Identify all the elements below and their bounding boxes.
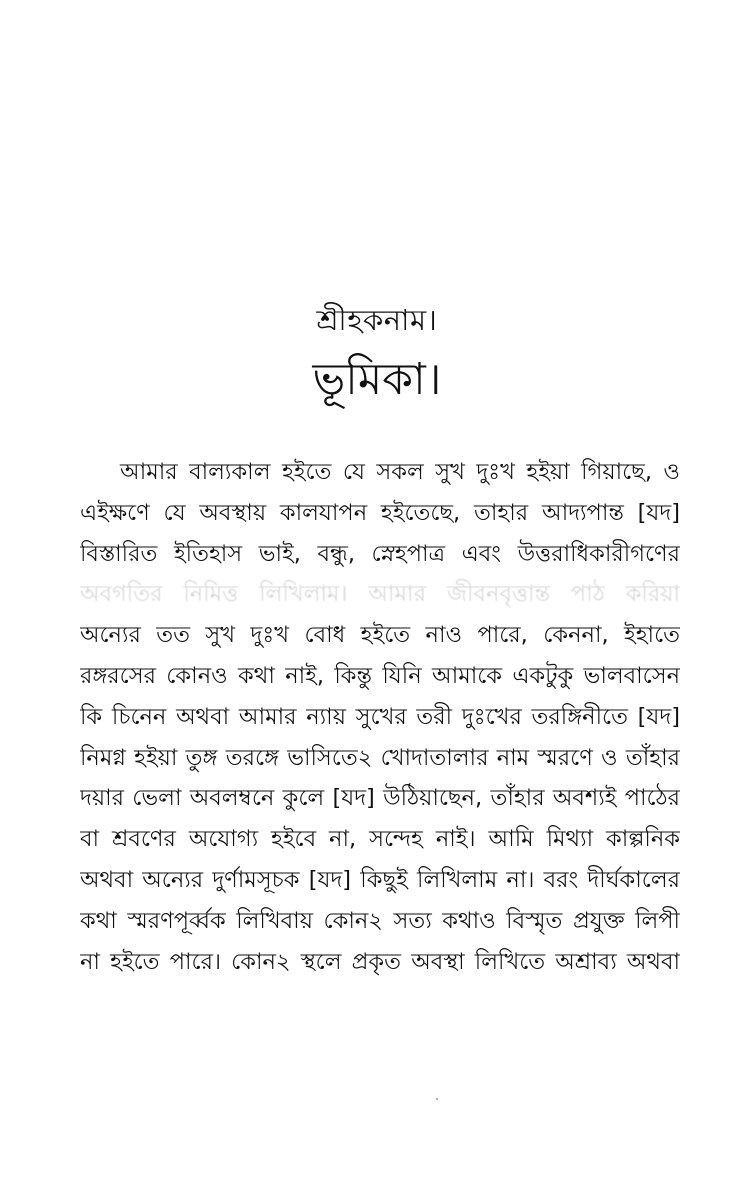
text-line: বা শ্রবণের অযোগ্য হইবে না, সন্দেহ নাই। আমি মিথ্যা কাল্পনিক: [80, 826, 680, 853]
text-line: না হইতে পারে। কোন২ স্থলে প্রকৃত অবস্থা লিখিতে অশ্রাব্য অথবা: [80, 948, 680, 975]
invocation-heading: শ্রীহকনাম।: [316, 303, 438, 337]
text-line: আমার বাল্যকাল হইতে যে সকল সুখ দুঃখ হইয়া গিয়াছে, ও: [120, 459, 680, 485]
text-line: দয়ার ভেলা অবলম্বনে কুলে [যদ] উঠিয়াছেন, তাঁহার অবশ্যই পাঠের: [80, 785, 680, 812]
text-line: অথবা অন্যের দুর্ণামসূচক [যদ] কিছুই লিখিলাম না। বরং দীর্ঘকালের: [80, 866, 680, 893]
text-line: কথা স্মরণপূর্ব্বক লিখিবায় কোন২ সত্য কথাও বিস্মৃত প্রযুক্ত লিপী: [80, 907, 680, 934]
text-line: বিস্তারিত ইতিহাস ভাই, বন্ধু, স্নেহপাত্র এবং উত্তরাধিকারীগণের: [80, 540, 680, 567]
preface-body: [80, 452, 680, 982]
text-line: অন্যের তত সুখ দুঃখ বোধ হইতে নাও পারে, কেননা, ইহাতে: [80, 622, 680, 649]
text-line: রঙ্গরসের কোনও কথা নাই, কিন্তু যিনি আমাকে একটুকু ভালবাসেন: [80, 662, 680, 689]
page-title: ভূমিকা।: [312, 354, 442, 405]
text-line: এইক্ষণে যে অবস্থায় কালযাপন হইতেছে, তাহার আদ্যপান্ত [যদ]: [80, 499, 680, 526]
faded-text-line: অবগতির নিমিত্ত লিখিলাম। আমার জীবনবৃত্তান্ত পাঠ করিয়া: [80, 581, 680, 608]
scan-speck: [436, 1098, 438, 1100]
text-line: নিমগ্ন হইয়া তুঙ্গ তরঙ্গে ভাসিতে২ খোদাতালার নাম স্মরণে ও তাঁহার: [80, 744, 680, 771]
text-line: কি চিনেন অথবা আমার ন্যায় সুখের তরী দুঃখের তরঙ্গিনীতে [যদ]: [80, 703, 680, 730]
